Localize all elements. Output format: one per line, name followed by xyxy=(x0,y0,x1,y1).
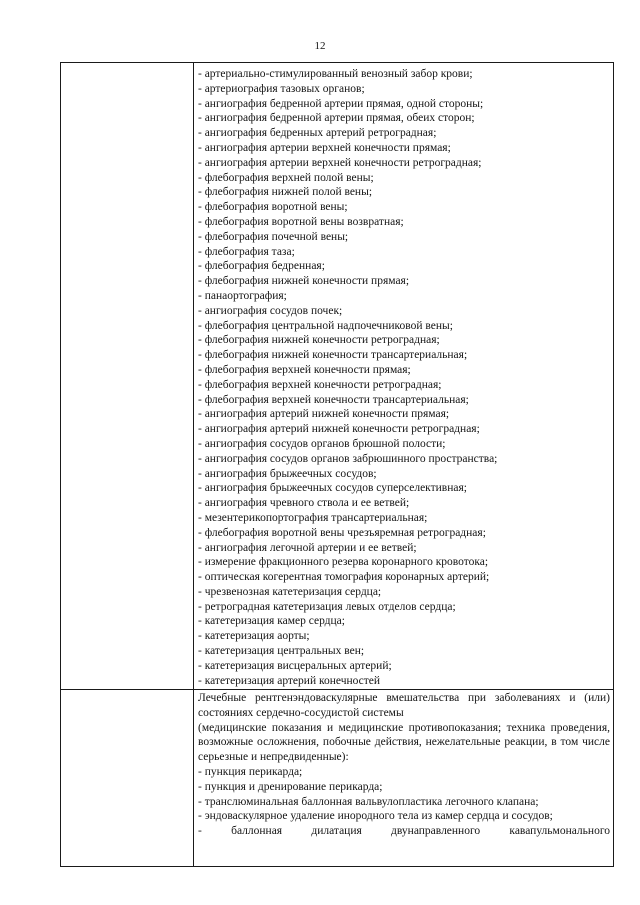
table-row xyxy=(61,63,614,690)
list-item: - ангиография чревного ствола и ее ветвей; xyxy=(198,497,410,510)
list-item: - флебография нижней конечности прямая; xyxy=(198,275,410,288)
page-number: 12 xyxy=(314,40,326,52)
treatment-items xyxy=(198,765,610,824)
list-item: - чрезвенозная катетеризация сердца; xyxy=(198,585,382,598)
list-item: - ангиография артерий нижней конечности ретроградная; xyxy=(198,423,480,436)
list-item: - ангиография артерий нижней конечности прямая; xyxy=(198,408,450,421)
procedures-list xyxy=(194,63,613,688)
left-empty-cell xyxy=(61,63,194,690)
list-item: - катетеризация центральных вен; xyxy=(198,645,365,658)
list-item: - ретроградная катетеризация левых отделов сердца; xyxy=(198,600,456,613)
list-item: - флебография воротной вены чрезъяремная ретроградная; xyxy=(198,526,486,539)
list-item: - флебография верхней конечности ретроградная; xyxy=(198,378,442,391)
list-item: - ангиография сосудов органов забрюшинного пространства; xyxy=(198,452,498,465)
list-item: - ангиография сосудов органов брюшной полости; xyxy=(198,437,446,450)
list-item: - флебография верхней полой вены; xyxy=(198,171,374,184)
list-item: - ангиография бедренных артерий ретроградная; xyxy=(198,127,437,140)
table-row xyxy=(61,690,614,867)
section-heading: Лечебные рентгенэндоваскулярные вмешательства при заболеваниях и (или) состояниях сердечно-сосудистой системы xyxy=(198,692,610,719)
list-item: - артериально-стимулированный венозный забор крови; xyxy=(198,68,473,80)
list-item: - ангиография легочной артерии и ее ветвей; xyxy=(198,541,417,554)
list-item: - катетеризация аорты; xyxy=(198,630,310,643)
list-item: - катетеризация висцеральных артерий; xyxy=(198,659,392,672)
list-item: - флебография нижней конечности ретроградная; xyxy=(198,334,440,347)
list-item: - измерение фракционного резерва коронарного кровотока; xyxy=(198,556,489,569)
list-item: - ангиография брыжеечных сосудов суперселективная; xyxy=(198,482,467,495)
treatment-cell xyxy=(194,690,614,867)
list-item: - ангиография артерии верхней конечности прямая; xyxy=(198,141,451,154)
list-item: - оптическая когерентная томография коронарных артерий; xyxy=(198,571,490,584)
list-item: - флебография бедренная; xyxy=(198,260,325,273)
list-item: - флебография нижней конечности трансартериальная; xyxy=(198,349,468,362)
list-item: - ангиография сосудов почек; xyxy=(198,304,343,317)
list-item: - флебография почечной вены; xyxy=(198,230,349,243)
list-item: - пункция перикарда; xyxy=(198,765,303,778)
list-item: - флебография воротной вены возвратная; xyxy=(198,215,404,228)
list-item: - ангиография бедренной артерии прямая, одной стороны; xyxy=(198,97,484,110)
list-item: - ангиография бедренной артерии прямая, обеих сторон; xyxy=(198,112,475,125)
list-item: - панаортография; xyxy=(198,289,287,302)
left-empty-cell xyxy=(61,690,194,867)
list-item: - флебография центральной надпочечниковой вены; xyxy=(198,319,453,332)
list-item: - флебография верхней конечности трансартериальная; xyxy=(198,393,469,406)
list-item: - флебография верхней конечности прямая; xyxy=(198,363,411,376)
list-item: - ангиография артерии верхней конечности ретроградная; xyxy=(198,156,482,169)
procedures-cell xyxy=(194,63,614,690)
list-item: - артериография тазовых органов; xyxy=(198,82,365,95)
list-item: - мезентерикопортография трансартериальная; xyxy=(198,511,428,524)
list-item: - флебография воротной вены; xyxy=(198,201,348,214)
list-item: - катетеризация камер сердца; xyxy=(198,615,345,628)
list-item: - пункция и дренирование перикарда; xyxy=(198,780,383,793)
list-item: - транслюминальная баллонная вальвулопластика легочного клапана; xyxy=(198,795,539,808)
list-item: - эндоваскулярное удаление инородного тела из камер сердца и сосудов; xyxy=(198,810,553,823)
list-item: - флебография таза; xyxy=(198,245,295,258)
list-item: - флебография нижней полой вены; xyxy=(198,186,373,199)
content-table xyxy=(60,62,614,867)
list-item: - катетеризация артерий конечностей xyxy=(198,674,381,687)
section-description: (медицинские показания и медицинские противопоказания; техника проведения, возможные осложнения, побочные действия, нежелательные реакции, в том числе серьезные и непредвиденные): xyxy=(198,721,610,764)
list-item: - ангиография брыжеечных сосудов; xyxy=(198,467,377,480)
list-item: - баллонная дилатация двунаправленного кавапульмонального xyxy=(198,825,610,838)
